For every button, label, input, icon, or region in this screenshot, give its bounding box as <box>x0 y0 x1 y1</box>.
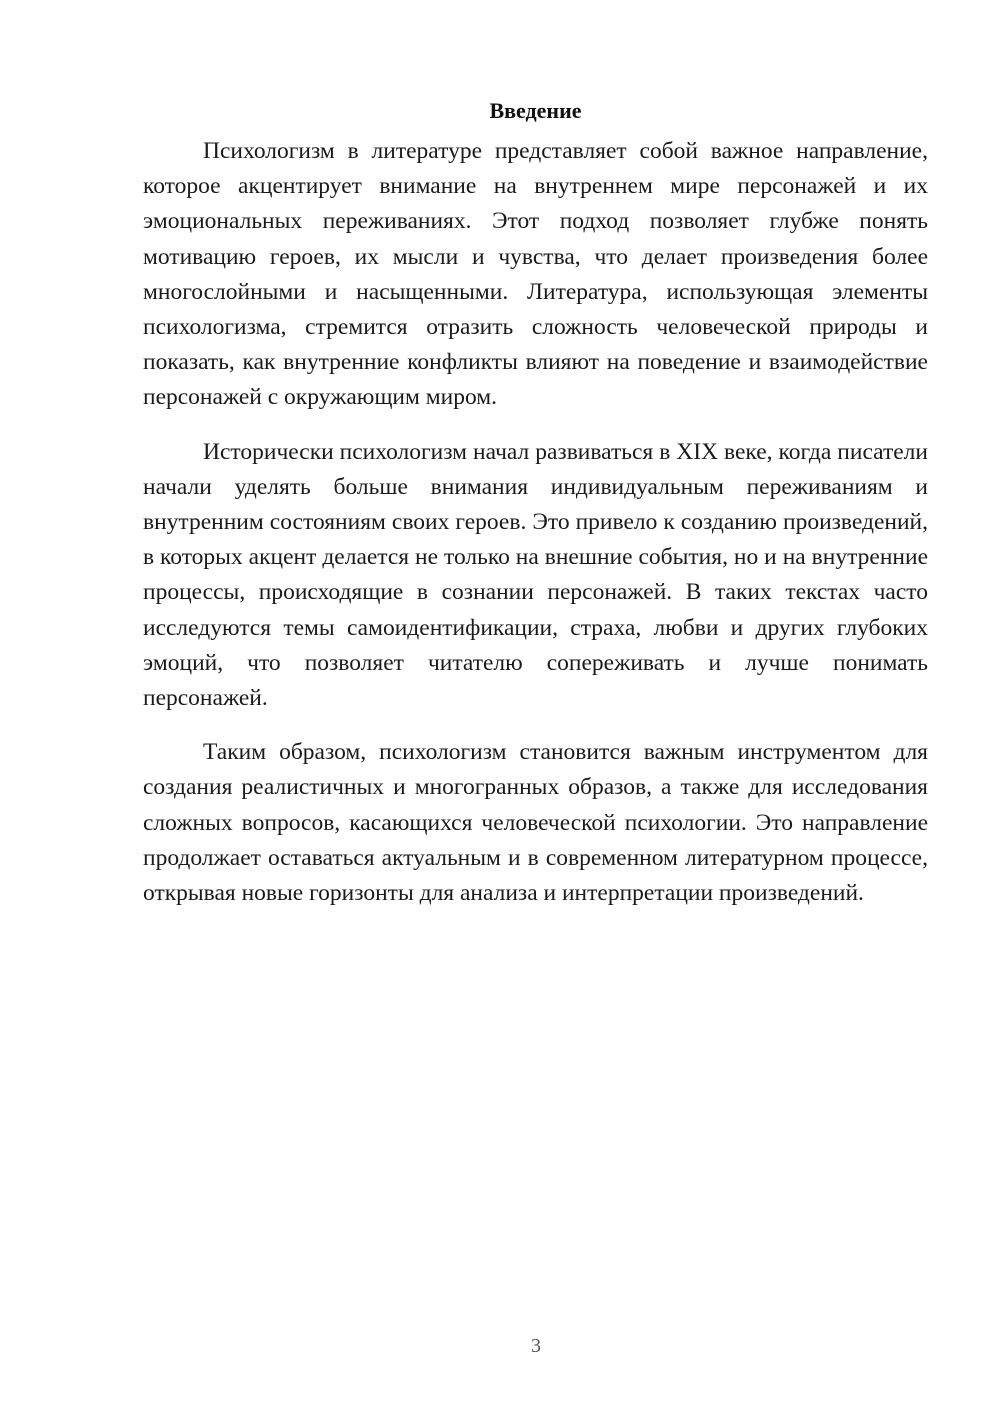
section-heading: Введение <box>489 98 582 123</box>
paragraph-3: Таким образом, психологизм становится важным инструментом для создания реалистичных и многогранных образов, а также для исследования сложных вопросов, касающихся человеческой психологии. Это направление продолжает оставаться актуальным и в современном литературном процессе, открывая новые горизонты для анализа и интерпретации произведений. <box>143 739 928 907</box>
page-number: 3 <box>531 1335 541 1357</box>
page-content <box>143 96 928 930</box>
paragraph-1: Психологизм в литературе представляет собой важное направление, которое акцентирует внимание на внутреннем мире персонажей и их эмоциональных переживаниях. Этот подход позволяет глубже понять мотивацию героев, их мысли и чувства, что делает произведения более многослойными и насыщенными. Литература, использующая элементы психологизма, стремится отразить сложность человеческой природы и показать, как внутренние конфликты влияют на поведение и взаимодействие персонажей с окружающим миром. <box>143 138 928 411</box>
paragraph-2: Исторически психологизм начал развиваться в XIX веке, когда писатели начали уделять больше внимания индивидуальным переживаниям и внутренним состояниям своих героев. Это привело к созданию произведений, в которых акцент делается не только на внешние события, но и на внутренние процессы, происходящие в сознании персонажей. В таких текстах часто исследуются темы самоидентификации, страха, любви и других глубоких эмоций, что позволяет читателю сопереживать и лучше понимать персонажей. <box>143 438 928 712</box>
